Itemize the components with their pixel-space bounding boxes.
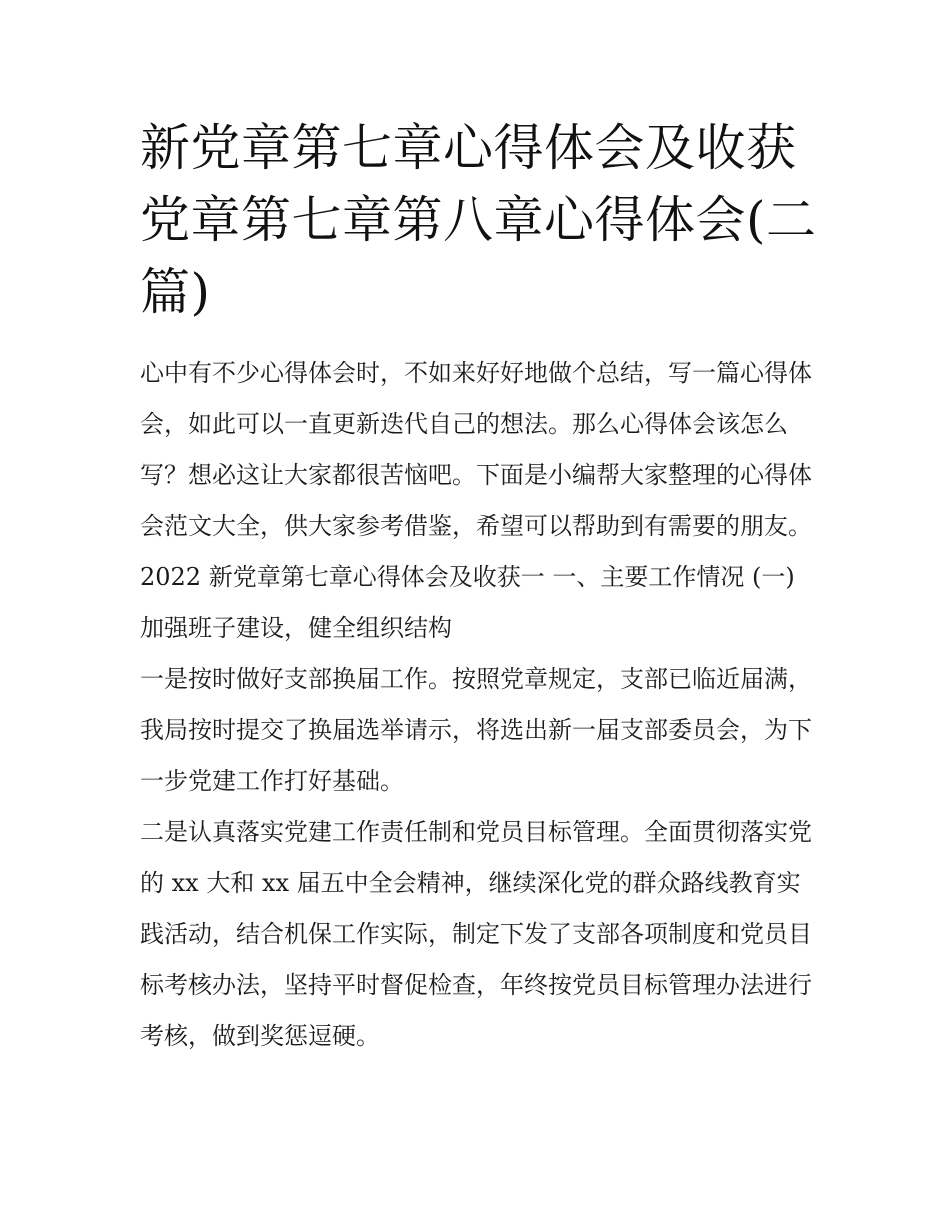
document-page	[140, 112, 817, 1062]
intro-paragraph: 心中有不少心得体会时，不如来好好地做个总结，写一篇心得体会，如此可以一直更新迭代自己的想法。那么心得体会该怎么写？想必这让大家都很苦恼吧。下面是小编帮大家整理的心得体会范文大全，供大家参考借鉴，希望可以帮助到有需要的朋友。	[140, 359, 812, 540]
title-line-3: 篇)	[140, 263, 211, 321]
title-line-1: 新党章第七章心得体会及收获	[140, 119, 797, 177]
title-line-2: 党章第七章第八章心得体会(二	[140, 191, 817, 249]
section-heading-paragraph: 2022 新党章第七章心得体会及收获一 一、主要工作情况 (一) 加强班子建设，健全组织结构	[140, 563, 795, 642]
point-one-paragraph: 一是按时做好支部换届工作。按照党章规定，支部已临近届满，我局按时提交了换届选举请示，将选出新一届支部委员会，为下一步党建工作打好基础。	[140, 665, 812, 795]
document-title	[140, 112, 817, 328]
document-body	[140, 348, 812, 1062]
point-two-paragraph: 二是认真落实党建工作责任制和党员目标管理。全面贯彻落实党的 xx 大和 xx 届五中全会精神，继续深化党的群众路线教育实践活动，结合机保工作实际，制定下发了支部各项制度和党员目标考核办法，坚持平时督促检查，年终按党员目标管理办法进行考核，做到奖惩逗硬。	[140, 818, 812, 1050]
